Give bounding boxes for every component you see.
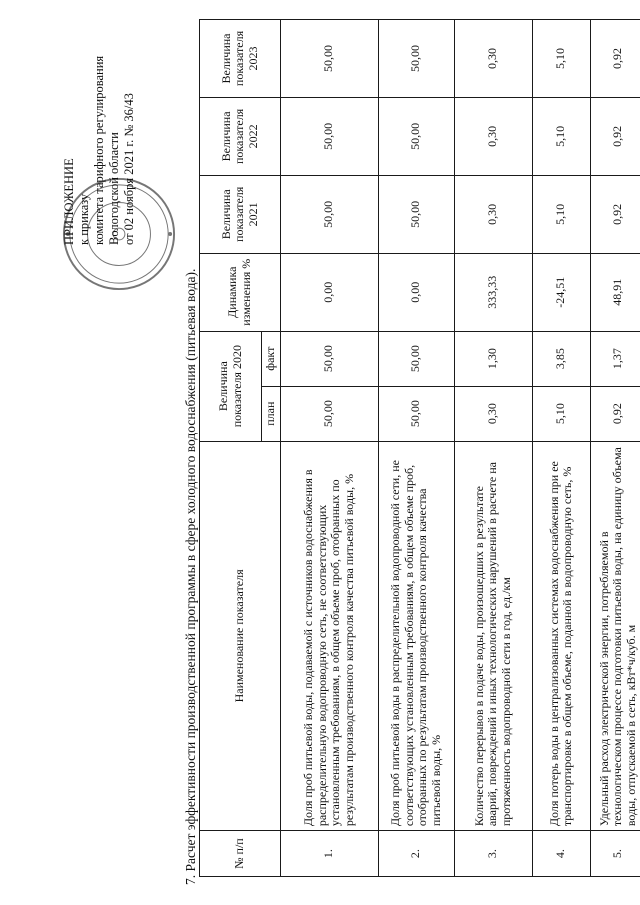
value-2022: 0,92 xyxy=(590,97,640,175)
appendix-title: ПРИЛОЖЕНИЕ xyxy=(62,158,76,245)
value-dynamics: 0,00 xyxy=(280,253,378,331)
value-dynamics: 0,00 xyxy=(378,253,454,331)
table-row xyxy=(532,20,590,877)
approval-block xyxy=(62,15,137,245)
order-date-number: от 02 ноября 2021 г. № 36/43 xyxy=(122,93,136,245)
indicator-name: Доля проб питьевой воды в распределительной водопроводной сети, не соответствующих установленным требованиям, в общем объеме проб, отобранных по результатам производственного контроля качества питьевой воды, % xyxy=(378,441,454,831)
row-number: 4. xyxy=(532,831,590,877)
table-row xyxy=(280,20,378,877)
col-header-fact: факт xyxy=(262,331,281,386)
value-2023: 0,30 xyxy=(454,20,532,98)
row-number: 2. xyxy=(378,831,454,877)
value-2020-fact: 50,00 xyxy=(280,331,378,386)
value-2021: 0,92 xyxy=(590,175,640,253)
indicator-name: Количество перерывов в подаче воды, произошедших в результате аварий, повреждений и иных технологических нарушений в расчете на протяженность водопроводной сети в год, ед./км xyxy=(454,441,532,831)
table-row xyxy=(378,20,454,877)
col-header-plan: план xyxy=(262,386,281,441)
col-header-dynamics: Динамика изменения % xyxy=(200,253,281,331)
value-dynamics: -24,51 xyxy=(532,253,590,331)
value-2023: 0,92 xyxy=(590,20,640,98)
value-2020-fact: 1,37 xyxy=(590,331,640,386)
value-2020-fact: 50,00 xyxy=(378,331,454,386)
header-row xyxy=(200,20,262,877)
value-2020-plan: 5,10 xyxy=(532,386,590,441)
col-header-value-2021: Величина показателя 2021 xyxy=(200,175,281,253)
value-2022: 0,30 xyxy=(454,97,532,175)
value-2020-fact: 1,30 xyxy=(454,331,532,386)
col-header-indicator-name: Наименование показателя xyxy=(200,441,281,831)
indicator-name: Удельный расход электрической энергии, потребляемой в технологическом процессе подготовки питьевой воды, на единицу объема воды, отпускаемой в сеть, кВт*ч/куб. м xyxy=(590,441,640,831)
region-name: Вологодской области xyxy=(107,132,121,245)
value-2021: 5,10 xyxy=(532,175,590,253)
value-2022: 50,00 xyxy=(280,97,378,175)
value-2022: 5,10 xyxy=(532,97,590,175)
value-2020-plan: 50,00 xyxy=(378,386,454,441)
efficiency-table xyxy=(199,19,640,877)
value-2021: 50,00 xyxy=(378,175,454,253)
col-header-value-2023: Величина показателя 2023 xyxy=(200,20,281,98)
value-dynamics: 48,91 xyxy=(590,253,640,331)
table-row xyxy=(590,20,640,877)
table-row xyxy=(454,20,532,877)
col-header-value-2020: Величина показателя 2020 xyxy=(200,331,262,441)
value-2023: 50,00 xyxy=(378,20,454,98)
col-header-value-2022: Величина показателя 2022 xyxy=(200,97,281,175)
value-2020-plan: 50,00 xyxy=(280,386,378,441)
indicator-name: Доля проб питьевой воды, подаваемой с источников водоснабжения в распределительную водопроводную сеть, не соответствующих установленным требованиям, в общем объеме проб, отобранных по результатам производственного контроля качества питьевой воды, % xyxy=(280,441,378,831)
value-2023: 5,10 xyxy=(532,20,590,98)
row-number: 3. xyxy=(454,831,532,877)
value-2020-fact: 3,85 xyxy=(532,331,590,386)
value-2021: 50,00 xyxy=(280,175,378,253)
value-2020-plan: 0,30 xyxy=(454,386,532,441)
value-dynamics: 333,33 xyxy=(454,253,532,331)
indicator-name: Доля потерь воды в централизованных системах водоснабжения при ее транспортировке в общем объеме, поданной в водопроводную сеть, % xyxy=(532,441,590,831)
value-2023: 50,00 xyxy=(280,20,378,98)
col-header-number: № п/п xyxy=(200,831,281,877)
row-number: 1. xyxy=(280,831,378,877)
value-2022: 50,00 xyxy=(378,97,454,175)
order-reference: к приказу xyxy=(77,193,91,245)
section-caption: 7. Расчет эффективности производственной программы в сфере холодного водоснабжения (питьевая вода). xyxy=(183,268,198,885)
value-2021: 0,30 xyxy=(454,175,532,253)
row-number: 5. xyxy=(590,831,640,877)
value-2020-plan: 0,92 xyxy=(590,386,640,441)
issuing-committee: комитета тарифного регулирования xyxy=(92,55,106,245)
